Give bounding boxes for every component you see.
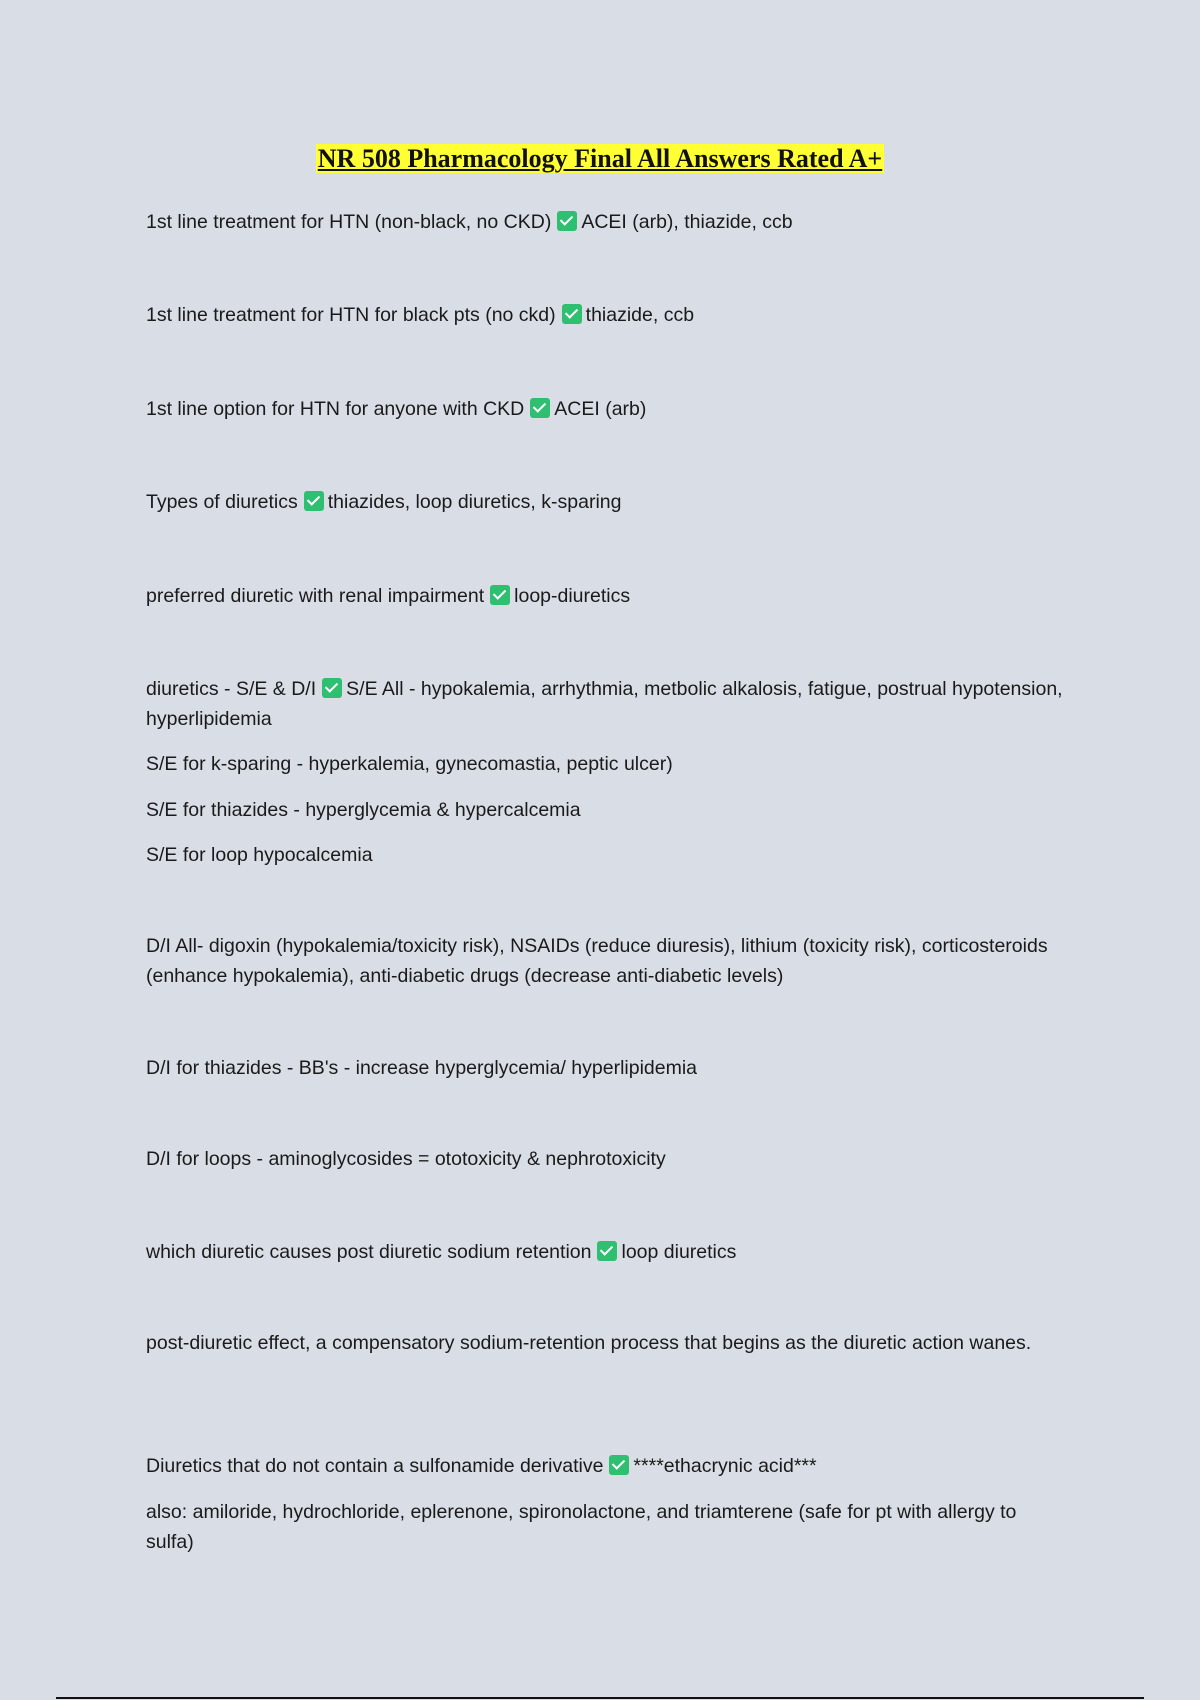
side-effect-line: S/E for loop hypocalcemia: [146, 844, 373, 866]
check-mark-icon: [530, 398, 550, 418]
question-text: 1st line treatment for HTN for black pts (no ckd): [146, 304, 556, 326]
answer-text: ACEI (arb): [554, 398, 647, 420]
question-text: Types of diuretics: [146, 491, 298, 513]
answer-text: ACEI (arb), thiazide, ccb: [581, 211, 793, 233]
answer-text: loop-diuretics: [514, 585, 631, 607]
qa-item: [146, 487, 1066, 517]
qa-item: [146, 674, 1066, 734]
answer-text: S/E All - hypokalemia, arrhythmia, metbolic alkalosis, fatigue, postrual hypotension, hyperlipidemia: [146, 678, 1063, 730]
post-diuretic-note: post-diuretic effect, a compensatory sodium-retention process that begins as the diuretic action wanes.: [146, 1332, 1032, 1354]
answer-text: thiazides, loop diuretics, k-sparing: [327, 491, 622, 513]
title-wrap: [0, 144, 1200, 174]
drug-interaction-all: D/I All- digoxin (hypokalemia/toxicity risk), NSAIDs (reduce diuresis), lithium (toxicity risk), corticosteroids (enhance hypokalemia), anti-diabetic drugs (decrease anti-diabetic levels): [146, 935, 1048, 987]
answer-text: loop diuretics: [621, 1241, 737, 1263]
check-mark-icon: [490, 585, 510, 605]
qa-item: [146, 394, 1066, 424]
side-effect-line: S/E for thiazides - hyperglycemia & hypercalcemia: [146, 799, 581, 821]
qa-item: [146, 581, 1066, 611]
drug-interaction-thiazides: D/I for thiazides - BB's - increase hyperglycemia/ hyperlipidemia: [146, 1057, 698, 1079]
qa-item: [146, 207, 1066, 237]
bottom-rule: [56, 1697, 1144, 1699]
question-text: Diuretics that do not contain a sulfonamide derivative: [146, 1455, 604, 1477]
question-text: diuretics - S/E & D/I: [146, 678, 317, 700]
question-text: 1st line treatment for HTN (non-black, no CKD): [146, 211, 552, 233]
answer-text: ****ethacrynic acid***: [633, 1455, 817, 1477]
check-mark-icon: [304, 491, 324, 511]
question-text: which diuretic causes post diuretic sodium retention: [146, 1241, 592, 1263]
qa-item: [146, 300, 1066, 330]
qa-item: [146, 1451, 1066, 1481]
drug-interaction-loops: D/I for loops - aminoglycosides = ototoxicity & nephrotoxicity: [146, 1148, 666, 1170]
also-line: also: amiloride, hydrochloride, eplerenone, spironolactone, and triamterene (safe for pt with allergy to sulfa): [146, 1501, 1017, 1553]
check-mark-icon: [557, 211, 577, 231]
check-mark-icon: [597, 1241, 617, 1261]
question-text: 1st line option for HTN for anyone with CKD: [146, 398, 525, 420]
answer-text: thiazide, ccb: [585, 304, 695, 326]
qa-item: [146, 1237, 1066, 1267]
check-mark-icon: [322, 678, 342, 698]
check-mark-icon: [609, 1455, 629, 1475]
side-effect-line: S/E for k-sparing - hyperkalemia, gynecomastia, peptic ulcer): [146, 753, 673, 775]
check-mark-icon: [562, 304, 582, 324]
question-text: preferred diuretic with renal impairment: [146, 585, 485, 607]
document-title: NR 508 Pharmacology Final All Answers Rated A+: [317, 144, 883, 173]
